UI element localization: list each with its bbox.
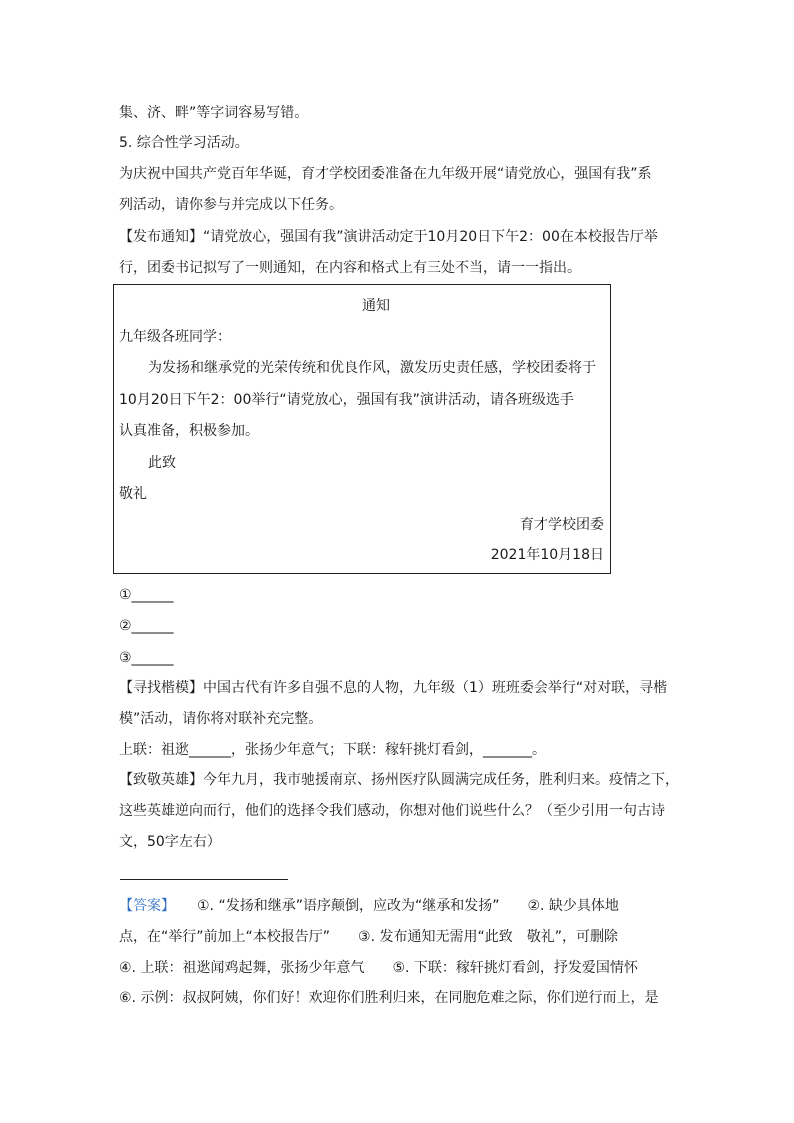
section-divider xyxy=(120,879,288,880)
intro-paragraph-line-2: 列活动，请你参与并完成以下任务。 xyxy=(119,197,343,213)
question-heading: 5. 综合性学习活动。 xyxy=(119,135,249,151)
notice-date: 2021年10月18日 xyxy=(490,547,604,563)
answer-line-2 xyxy=(119,927,618,947)
task3-line-2: 这些英雄逆向而行，他们的选择令我们感动，你想对他们说些什么？（至少引用一句古诗 xyxy=(119,803,665,819)
task2-line-2: 模”活动，请你将对联补充完整。 xyxy=(119,711,323,727)
answer-item-6: ⑥. 示例：叔叔阿姨，你们好！欢迎你们胜利归来，在同胞危难之际，你们逆行而上，是 xyxy=(119,990,659,1006)
notice-signature: 育才学校团委 xyxy=(520,517,604,533)
notice-salutation: 九年级各班同学： xyxy=(119,329,231,345)
blank-1: ①______ xyxy=(119,587,174,603)
intro-line-1: 集、济、畔”等字词容易写错。 xyxy=(119,105,309,121)
blank-3: ③______ xyxy=(119,650,174,666)
notice-body-line-3: 认真准备，积极参加。 xyxy=(119,423,259,439)
answer-item-2-part-2: 点，在“举行”前加上“本校报告厅” xyxy=(119,929,331,945)
notice-box xyxy=(113,284,611,574)
answer-tag: 【答案】 xyxy=(119,898,175,914)
answer-item-2-part-1: ②. 缺少具体地 xyxy=(527,898,619,914)
task3-line-3: 文，50字左右） xyxy=(119,834,221,850)
answer-item-5: ⑤. 下联：稼轩挑灯看剑，抒发爱国情怀 xyxy=(392,960,638,976)
notice-title: 通知 xyxy=(362,298,390,314)
blank-2: ②______ xyxy=(119,618,174,634)
task2-couplet: 上联：祖逖______，张扬少年意气；下联：稼轩挑灯看剑，_______。 xyxy=(119,742,546,758)
intro-paragraph-line-1: 为庆祝中国共产党百年华诞，育才学校团委准备在九年级开展“请党放心，强国有我”系 xyxy=(119,166,652,182)
answer-line-1 xyxy=(119,896,619,916)
answer-item-3: ③. 发布通知无需用“此致 敬礼”，可删除 xyxy=(358,929,618,945)
task1-line-1: 【发布通知】“请党放心，强国有我”演讲活动定于10月20日下午2：00在本校报告厅举 xyxy=(119,229,658,245)
answer-item-1: ①. “发扬和继承”语序颠倒，应改为“继承和发扬” xyxy=(197,898,500,914)
answer-line-4 xyxy=(119,988,658,1008)
answer-item-4: ④. 上联：祖逖闻鸡起舞，张扬少年意气 xyxy=(119,960,365,976)
notice-body-line-1: 为发扬和继承党的光荣传统和优良作风，激发历史责任感，学校团委将于 xyxy=(148,360,596,376)
notice-closing-1: 此致 xyxy=(148,455,176,471)
answer-line-3 xyxy=(119,958,638,978)
task1-line-2: 行，团委书记拟写了一则通知，在内容和格式上有三处不当，请一一指出。 xyxy=(119,260,581,276)
task2-line-1: 【寻找楷模】中国古代有许多自强不息的人物，九年级（1）班班委会举行“对对联，寻楷 xyxy=(119,680,668,696)
task3-line-1: 【致敬英雄】今年九月，我市驰援南京、扬州医疗队圆满完成任务，胜利归来。疫情之下， xyxy=(119,772,679,788)
notice-closing-2: 敬礼 xyxy=(119,486,147,502)
notice-body-line-2: 10月20日下午2：00举行“请党放心，强国有我”演讲活动，请各班级选手 xyxy=(119,392,574,408)
